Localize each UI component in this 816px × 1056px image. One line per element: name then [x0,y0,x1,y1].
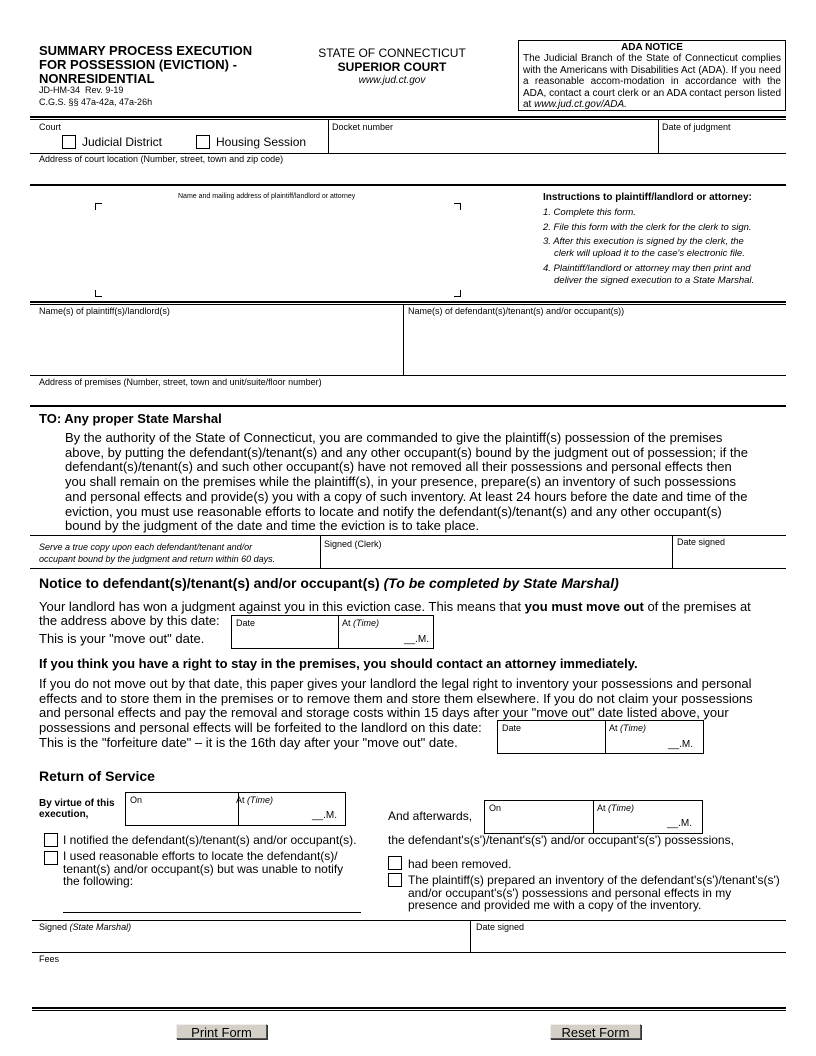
date-of-judgment-label: Date of judgment [662,122,731,132]
clerk-date-signed-label: Date signed [677,537,726,547]
form-title: SUMMARY PROCESS EXECUTION FOR POSSESSION (EVICTION) - NONRESIDENTIAL [39,43,253,86]
afterwards-date-box [484,800,703,834]
mailing-address-field[interactable] [104,210,450,288]
inventory-checkbox[interactable] [388,873,402,887]
divider [30,568,786,569]
premises-address-label: Address of premises (Number, street, town and unit/suite/floor number) [39,377,322,387]
forfeiture-time-field[interactable] [607,733,667,751]
divider [470,920,471,952]
divider [30,405,786,407]
marshal-date-signed-label: Date signed [476,922,525,932]
court-address-field[interactable] [36,165,784,183]
print-form-button[interactable]: Print Form [176,1024,267,1039]
corner-mark [454,290,461,297]
notice-line-3: This is your "move out" date. [39,631,205,646]
move-out-time-field[interactable] [340,628,400,646]
forfeiture-date-box [497,720,704,754]
order-text: By the authority of the State of Connecticut, you are commanded to give the plaintiff(s) possession of the premises above, by putting the defendant(s)/tenant(s) and any other occupant(s) bound by the judgment out of possession; if the defendant(s)/tenant(s) and such other occupant(s) have not removed all their possessions and personal effects then you shall remain on the premises while the plaintiff(s), in your presence, prepare(s) an inventory of such possessions and personal effects and provide(s) you with a copy of such inventory. At least 24 hours before the date and time of the eviction, you must use reasonable efforts to locate and notify the defendant(s)/tenant(s) and any other occupant(s) bound by the judgment of the date and time the eviction is to take place. [65,430,748,534]
housing-session-checkbox[interactable] [196,135,210,149]
order-heading: TO: Any proper State Marshal [39,411,222,426]
signed-marshal-label: Signed (State Marshal) [39,922,132,932]
divider [32,1010,786,1011]
move-out-meridiem: __.M. [403,634,429,645]
fees-field[interactable] [36,965,784,1005]
forfeiture-meridiem: __.M. [667,739,693,750]
service-on-label: On [130,795,143,805]
divider [30,304,786,305]
fees-label: Fees [39,954,60,964]
divider [30,184,786,186]
signed-clerk-field[interactable] [322,549,670,567]
divider [658,119,659,153]
service-time-label: At (Time) [236,795,273,805]
removed-checkbox[interactable] [388,856,402,870]
move-out-date-field[interactable] [234,628,336,646]
service-on-field[interactable] [128,805,234,823]
clerk-date-signed-field[interactable] [674,549,784,567]
divider [30,301,786,303]
notified-checkbox[interactable] [44,833,58,847]
plaintiff-names-field[interactable] [36,317,400,373]
possessions-label: the defendant's(s')/tenant's(s') and/or occupant's(s') possessions, [388,833,734,847]
premises-address-field[interactable] [36,388,784,404]
defendant-names-field[interactable] [406,317,784,373]
forfeiture-date-field[interactable] [500,733,602,751]
afterwards-time-field[interactable] [595,813,655,831]
divider [672,535,673,568]
statute: C.G.S. §§ 47a-42a, 47a-26h [39,97,153,107]
ada-link[interactable]: www.jud.ct.gov/ADA. [534,99,627,111]
move-out-date-label: Date [236,618,256,628]
reset-form-button[interactable]: Reset Form [550,1024,641,1039]
forfeiture-date-label: Date [502,723,522,733]
court-label: Court [39,122,62,132]
unable-to-notify-line[interactable] [63,912,361,913]
afterwards-on-label: On [489,803,502,813]
ada-notice: ADA NOTICE The Judicial Branch of the State of Connecticut complies with the Americans with Disabilities Act (ADA). If you need a reasonable accom-modation in accordance with the ADA, contact a court clerk or an ADA contact person listed at www.jud.ct.gov/ADA. [518,40,786,111]
defendant-names-label: Name(s) of defendant(s)/tenant(s) and/or occupant(s)) [408,306,625,316]
afterwards-time-label: At (Time) [597,803,634,813]
move-out-date-box [231,615,434,649]
afterwards-label: And afterwards, [388,809,473,823]
attorney-warning: If you think you have a right to stay in the premises, you should contact an attorney immediately. [39,656,638,671]
judicial-district-label: Judicial District [82,135,163,149]
signed-marshal-field[interactable] [36,933,466,951]
corner-mark [95,203,102,210]
corner-mark [95,290,102,297]
judicial-district-checkbox[interactable] [62,135,76,149]
docket-number-field[interactable] [330,132,656,152]
date-of-judgment-field[interactable] [660,132,786,152]
removed-label: had been removed. [408,857,512,871]
divider [32,1007,786,1009]
divider [328,119,329,153]
forfeiture-time-label: At (Time) [609,723,646,733]
divider [30,116,786,118]
unable-to-notify-label: I used reasonable efforts to locate the defendant(s)/ tenant(s) and/or occupant(s) but was unable to notify the following: [63,849,344,889]
notice-line-1: Your landlord has won a judgment against you in this eviction case. This means that you must move out of the premises at [39,599,751,614]
divider [32,920,786,921]
divider [30,375,786,376]
form-id: JD-HM-34 Rev. 9-19 [39,85,124,95]
afterwards-meridiem: __.M. [666,818,692,829]
notice-heading: Notice to defendant(s)/tenant(s) and/or occupant(s) (To be completed by State Marshal) [39,575,619,591]
unable-to-notify-checkbox[interactable] [44,851,58,865]
move-out-time-label: At (Time) [342,618,379,628]
afterwards-on-field[interactable] [487,813,591,831]
court-heading: STATE OF CONNECTICUT SUPERIOR COURT www.jud.ct.gov [318,46,466,86]
service-date-box [125,792,346,826]
mailing-address-label: Name and mailing address of plaintiff/landlord or attorney [178,193,356,200]
by-virtue-label: By virtue of this execution, [39,798,115,820]
notified-label: I notified the defendant(s)/tenant(s) and/or occupant(s). [63,833,357,847]
docket-number-label: Docket number [332,122,394,132]
notice-line-2: the address above by this date: [39,613,220,628]
plaintiff-names-label: Name(s) of plaintiff(s)/landlord(s) [39,306,170,316]
inventory-label: The plaintiff(s) prepared an inventory of the defendant's(s')/tenant's(s') and/or occupant's(s') possessions and personal effects in my presence and provided me with a copy of the inventory. [408,873,780,913]
divider [30,119,786,120]
divider [32,952,786,953]
service-meridiem: __.M. [311,810,337,821]
housing-session-label: Housing Session [216,135,307,149]
serve-note: Serve a true copy upon each defendant/tenant and/or occupant bound by the judgment and return within 60 days. [39,542,276,564]
divider [403,304,404,375]
instructions: Instructions to plaintiff/landlord or attorney: 1. Complete this form. 2. File this form with the clerk for the clerk to sign. 3. After this execution is signed by the clerk, the clerk will upload it to the case's electronic file. 4. Plaintiff/landlord or attorney may then print and deliver the signed execution to a State Marshal. [543,192,755,286]
corner-mark [454,203,461,210]
return-of-service-heading: Return of Service [39,768,155,784]
service-time-field[interactable] [240,805,300,823]
court-address-label: Address of court location (Number, street, town and zip code) [39,154,284,164]
forfeiture-text: If you do not move out by that date, this paper gives your landlord the legal right to inventory your possessions and personal effects and to store them in the premises or to remove them and store them elsewhere. If you do not claim your possessions and personal effects and pay the removal and storage costs within 15 days after your "move out" date listed above, your possessions and personal effects will be forfeited to the landlord on this date: This is the "forfeiture date" – it is the 16th day after your "move out" date. [39,676,753,750]
marshal-date-signed-field[interactable] [473,933,783,951]
signed-clerk-label: Signed (Clerk) [324,539,382,549]
divider [320,535,321,568]
